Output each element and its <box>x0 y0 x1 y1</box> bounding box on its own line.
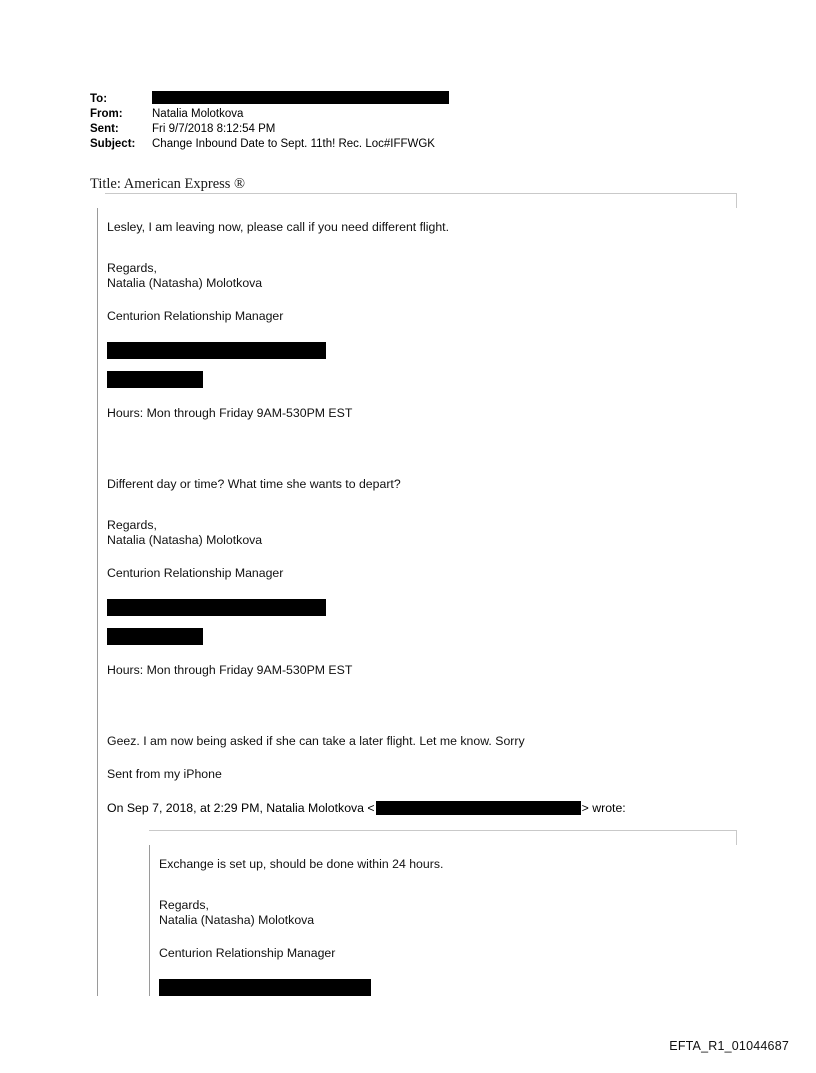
reply-header-prefix: On Sep 7, 2018, at 2:29 PM, Natalia Molotkova < <box>107 801 375 815</box>
header-value-subject: Change Inbound Date to Sept. 11th! Rec. Loc#IFFWGK <box>152 138 435 150</box>
header-label-from: From: <box>90 108 123 120</box>
redaction-bar-contact-3 <box>159 979 371 996</box>
header-label-to: To: <box>90 93 108 105</box>
header-row-sent <box>90 122 730 136</box>
quote-block-inner <box>149 845 737 996</box>
document-title: Title: American Express ® <box>90 176 246 192</box>
redaction-bar-contact-2 <box>107 599 326 616</box>
quote-border-top <box>105 193 737 208</box>
email-header <box>90 92 730 152</box>
message4-text: Exchange is set up, should be done within 24 hours. <box>159 857 444 871</box>
message2-role: Centurion Relationship Manager <box>107 566 284 580</box>
redaction-bar-to <box>152 91 449 104</box>
header-value-to <box>152 92 449 106</box>
header-value-sent: Fri 9/7/2018 8:12:54 PM <box>152 123 276 135</box>
message4-sender-name: Natalia (Natasha) Molotkova <box>159 913 315 927</box>
email-body <box>97 193 737 996</box>
message4-role: Centurion Relationship Manager <box>159 946 336 960</box>
header-row-from <box>90 107 730 121</box>
message1-role: Centurion Relationship Manager <box>107 309 284 323</box>
header-row-subject <box>90 137 730 151</box>
header-label-subject: Subject: <box>90 138 136 150</box>
reply-header <box>107 800 737 816</box>
nested-quote-border-top <box>149 830 737 845</box>
message3-text: Geez. I am now being asked if she can take a later flight. Let me know. Sorry <box>107 734 525 748</box>
redaction-bar-email <box>376 801 581 815</box>
message1-sender-name: Natalia (Natasha) Molotkova <box>107 276 263 290</box>
message2-question: Different day or time? What time she wants to depart? <box>107 477 401 491</box>
quote-block-outer <box>97 208 737 996</box>
header-row-to <box>90 92 730 106</box>
message1-signoff: Regards, <box>107 261 157 275</box>
redaction-bar-phone-2 <box>107 628 203 645</box>
message3-signature: Sent from my iPhone <box>107 767 222 781</box>
message4-signoff: Regards, <box>159 898 209 912</box>
header-label-sent: Sent: <box>90 123 119 135</box>
redaction-bar-contact-1 <box>107 342 326 359</box>
header-value-from: Natalia Molotkova <box>152 108 244 120</box>
message2-hours: Hours: Mon through Friday 9AM-530PM EST <box>107 663 353 677</box>
redaction-bar-phone-1 <box>107 371 203 388</box>
message1-greeting: Lesley, I am leaving now, please call if you need different flight. <box>107 220 450 234</box>
message1-hours: Hours: Mon through Friday 9AM-530PM EST <box>107 406 353 420</box>
message2-sender-name: Natalia (Natasha) Molotkova <box>107 533 263 547</box>
message2-signoff: Regards, <box>107 518 157 532</box>
bates-number: EFTA_R1_01044687 <box>669 1039 789 1053</box>
reply-header-suffix: > wrote: <box>581 801 626 815</box>
nested-quote-wrapper <box>149 830 737 996</box>
